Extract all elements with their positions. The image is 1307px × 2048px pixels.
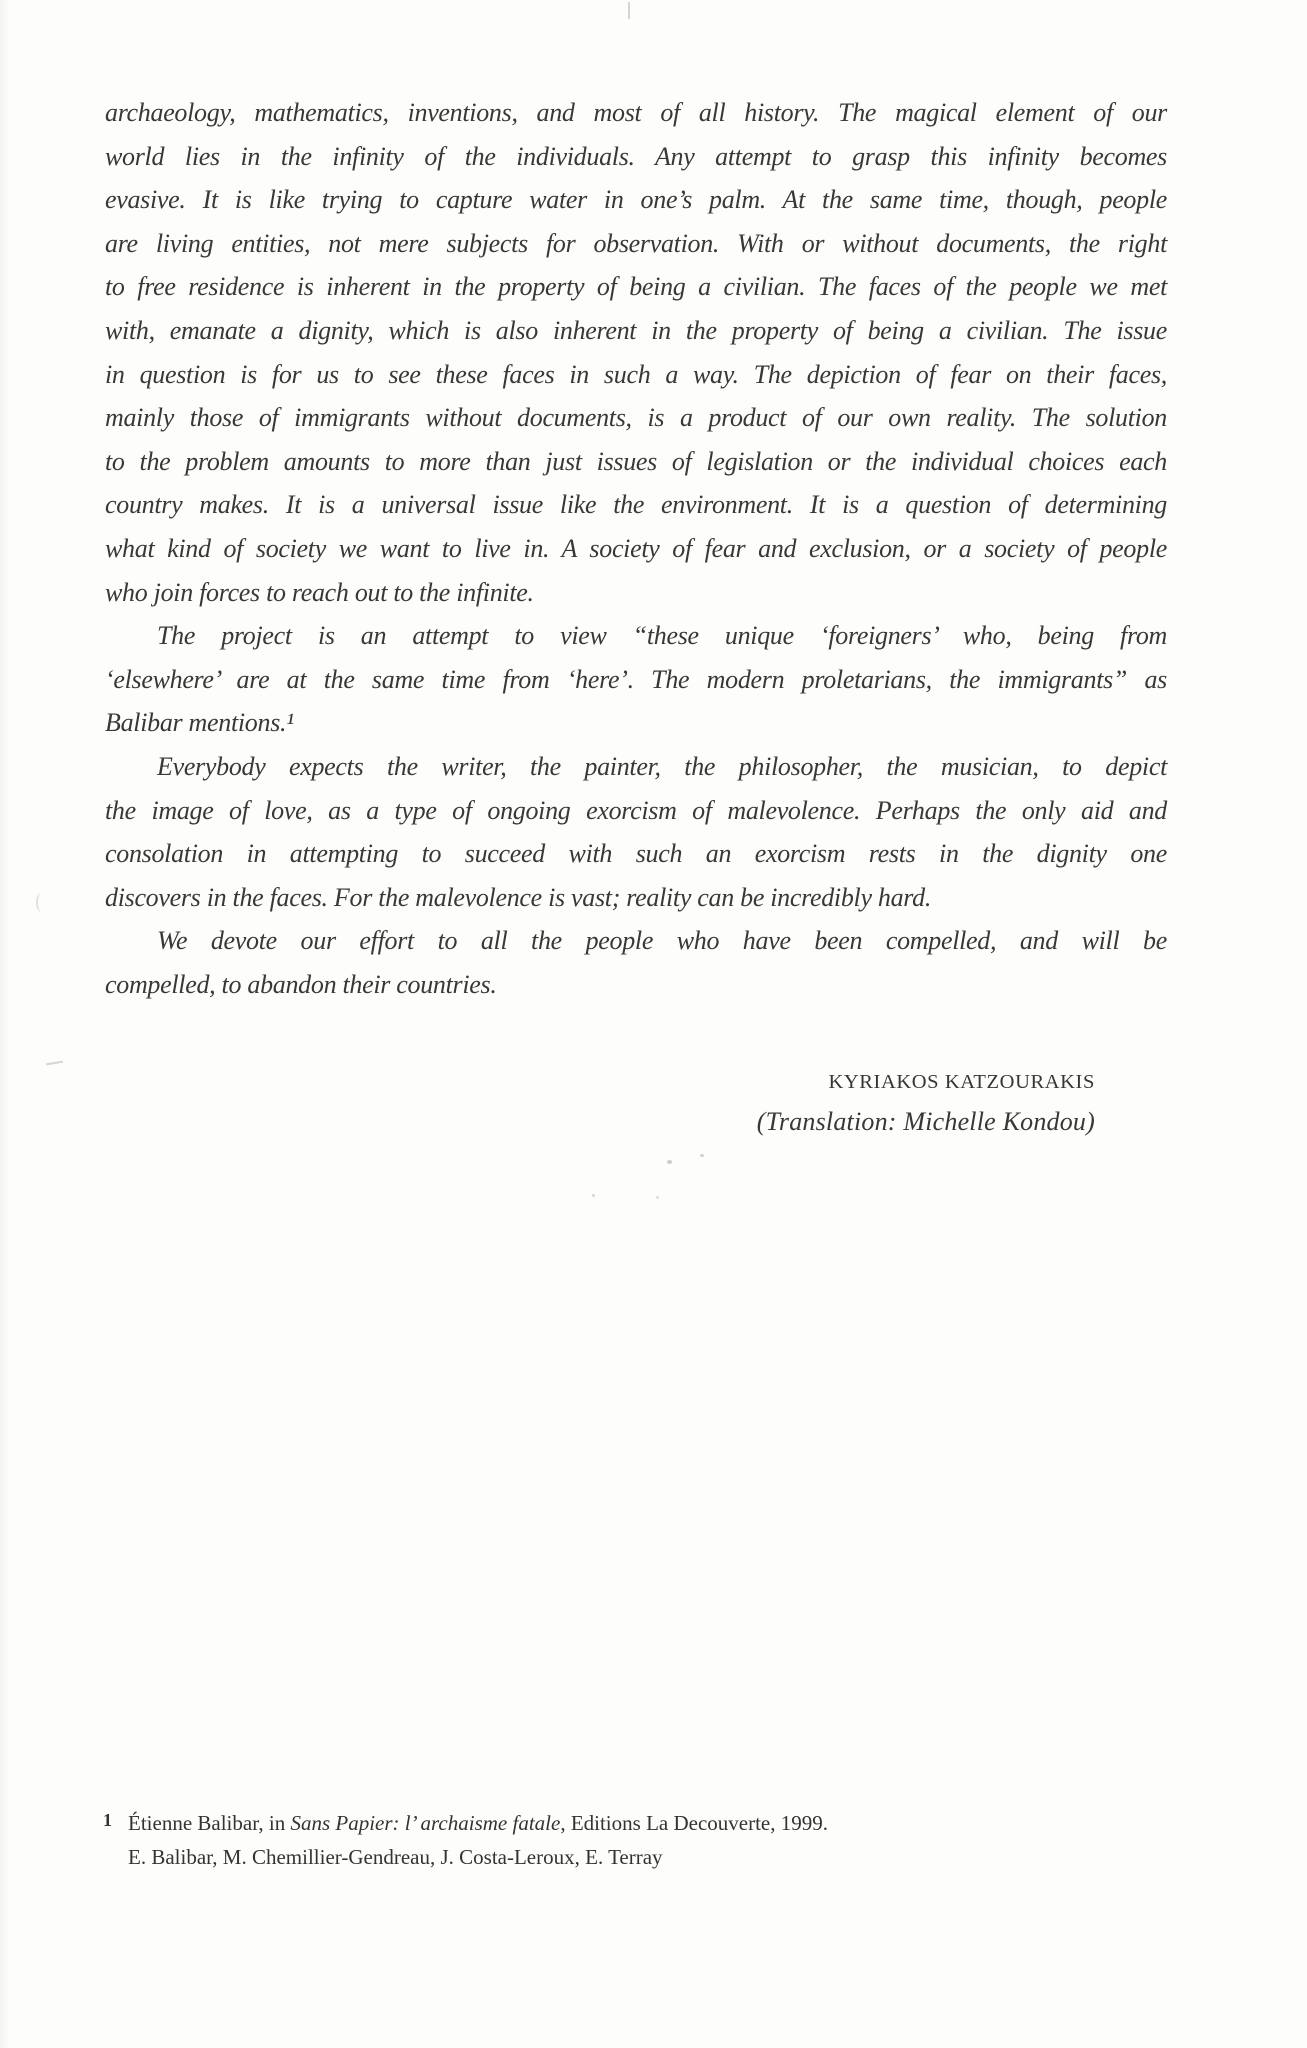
- author-name: KYRIAKOS KATZOURAKIS: [828, 1071, 1095, 1093]
- text-line: Everybody expects the writer, the painter, the philosopher, the musician, to depict: [157, 751, 1167, 781]
- text-line: discovers in the faces. For the malevolence is vast; reality can be incredibly hard.: [105, 882, 932, 912]
- footnote: [103, 1806, 1003, 1874]
- footnote-citation: [128, 1806, 1003, 1840]
- footnote-authors: E. Balibar, M. Chemillier-Gendreau, J. Costa-Leroux, E. Terray: [128, 1845, 663, 1869]
- signature-block: [757, 1062, 1095, 1142]
- text-line: with, emanate a dignity, which is also inherent in the property of being a civilian. The issue: [105, 315, 1167, 345]
- text-line: mainly those of immigrants without documents, is a product of our own reality. The solution: [105, 403, 1167, 433]
- text-line: in question is for us to see these faces in such a way. The depiction of fear on their faces,: [105, 359, 1167, 389]
- text-line: who join forces to reach out to the infinite.: [105, 577, 534, 607]
- scan-artifact: [700, 1154, 704, 1157]
- translation-credit: (Translation: Michelle Kondou): [756, 1107, 1095, 1136]
- text-line: country makes. It is a universal issue like the environment. It is a question of determining: [105, 490, 1167, 520]
- citation-text: Étienne Balibar, in: [128, 1811, 291, 1835]
- text-line: to free residence is inherent in the property of being a civilian. The faces of the people we met: [105, 272, 1167, 302]
- paragraph: [105, 614, 1167, 745]
- text-line: ‘elsewhere’ are at the same time from ‘here’. The modern proletarians, the immigrants” as: [105, 664, 1167, 694]
- footnote-marker: 1: [103, 1810, 112, 1830]
- paragraph: [105, 91, 1167, 614]
- text-line: The project is an attempt to view “these unique ‘foreigners’ who, being from: [157, 621, 1167, 651]
- text-line: consolation in attempting to succeed with such an exorcism rests in the dignity one: [105, 839, 1167, 869]
- scan-artifact: [592, 1194, 595, 1197]
- body-text: [105, 91, 1167, 1006]
- text-line: compelled, to abandon their countries.: [105, 969, 497, 999]
- scan-artifact: [628, 2, 630, 19]
- text-line: evasive. It is like trying to capture water in one’s palm. At the same time, though, people: [105, 185, 1167, 215]
- text-line: to the problem amounts to more than just issues of legislation or the individual choices each: [105, 446, 1167, 476]
- text-line: Balibar mentions.¹: [105, 708, 294, 738]
- paragraph: [105, 745, 1167, 919]
- citation-text: , Editions La Decouverte, 1999.: [560, 1811, 828, 1835]
- text-line: archaeology, mathematics, inventions, and most of all history. The magical element of our: [105, 98, 1167, 127]
- text-line: We devote our effort to all the people who have been compelled, and will be: [157, 926, 1167, 956]
- text-line: the image of love, as a type of ongoing exorcism of malevolence. Perhaps the only aid and: [105, 795, 1167, 825]
- scan-edge-shade: [0, 0, 10, 2048]
- footnote-lines: [128, 1806, 1003, 1874]
- paragraph: [105, 919, 1167, 1006]
- scan-artifact: [656, 1196, 659, 1199]
- text-line: are living entities, not mere subjects for observation. With or without documents, the right: [105, 228, 1167, 258]
- scan-artifact: [36, 893, 47, 912]
- text-line: what kind of society we want to live in. A society of fear and exclusion, or a society of people: [105, 533, 1167, 563]
- scan-artifact: [46, 1061, 63, 1066]
- text-line: world lies in the infinity of the individuals. Any attempt to grasp this infinity becomes: [105, 141, 1167, 171]
- cited-work-title: Sans Papier: l’ archaisme fatale: [290, 1811, 561, 1835]
- scan-artifact: [667, 1160, 672, 1164]
